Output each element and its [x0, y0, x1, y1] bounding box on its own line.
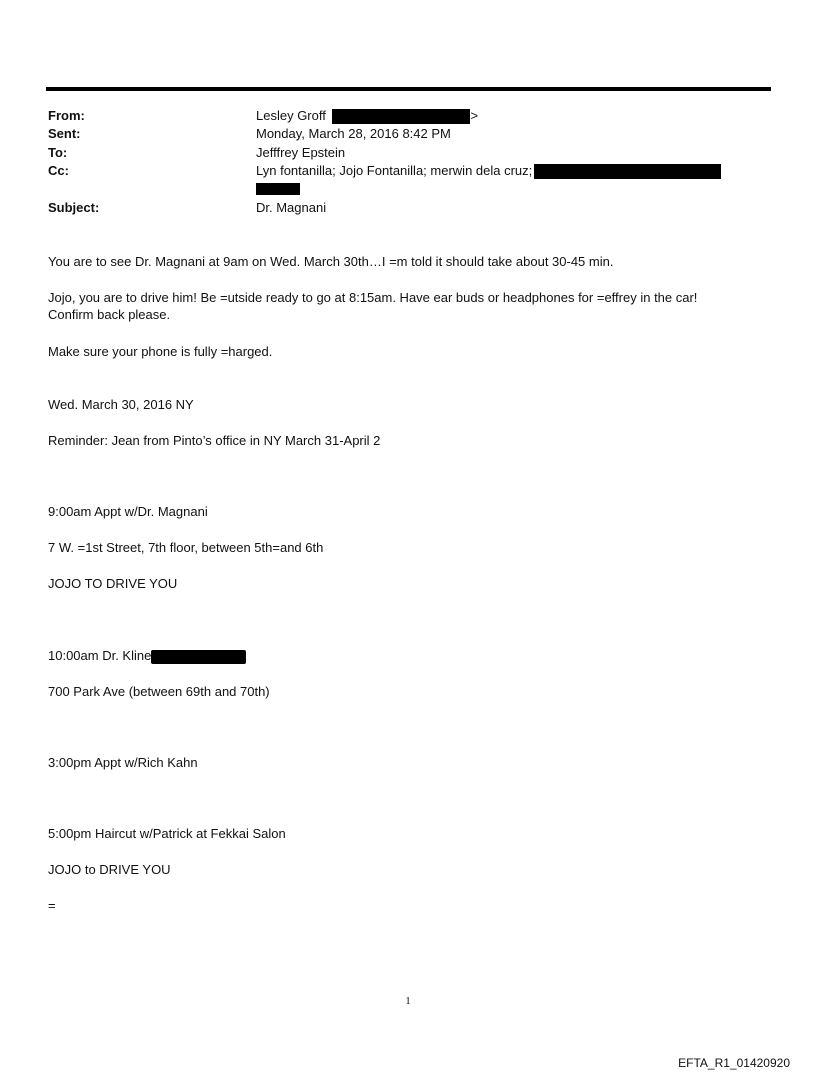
header-rule: [46, 87, 771, 91]
body-paragraph: Make sure your phone is fully =harged.: [48, 344, 273, 359]
appointment-note: JOJO TO DRIVE YOU: [48, 576, 178, 591]
to-label: To:: [48, 145, 68, 160]
schedule-date: Wed. March 30, 2016 NY: [48, 397, 194, 412]
body-paragraph: You are to see Dr. Magnani at 9am on Wed. March 30th…I =m told it should take about 30-45 min.: [48, 254, 614, 269]
appointment-item: [48, 647, 246, 664]
appointment-text: 10:00am Dr. Kline: [48, 648, 152, 663]
body-paragraph: Jojo, you are to drive him! Be =utside ready to go at 8:15am. Have ear buds or headphones for =effrey in the car!: [48, 290, 698, 305]
appointment-address: 700 Park Ave (between 69th and 70th): [48, 684, 270, 699]
from-suffix: >: [470, 108, 479, 123]
from-value: [256, 107, 478, 125]
appointment-item: 9:00am Appt w/Dr. Magnani: [48, 504, 208, 519]
appointment-note: JOJO to DRIVE YOU: [48, 862, 171, 877]
subject-label: Subject:: [48, 200, 100, 215]
body-paragraph: Confirm back please.: [48, 307, 171, 322]
appointment-address: 7 W. =1st Street, 7th floor, between 5th=and 6th: [48, 540, 324, 555]
redaction-block: [151, 650, 246, 664]
appointment-item: 3:00pm Appt w/Rich Kahn: [48, 755, 198, 770]
page-number: 1: [405, 995, 411, 1007]
subject-value: Dr. Magnani: [256, 200, 327, 215]
sent-label: Sent:: [48, 126, 81, 141]
to-value: Jefffrey Epstein: [256, 145, 346, 160]
cc-value: [256, 162, 721, 180]
from-label: From:: [48, 108, 85, 123]
schedule-reminder: Reminder: Jean from Pinto’s office in NY March 31-April 2: [48, 433, 381, 448]
redaction-block: [534, 164, 721, 179]
bates-number: EFTA_R1_01420920: [678, 1056, 790, 1070]
trailing-character: =: [48, 898, 56, 913]
cc-recipients: Lyn fontanilla; Jojo Fontanilla; merwin dela cruz;: [256, 163, 533, 178]
appointment-item: 5:00pm Haircut w/Patrick at Fekkai Salon: [48, 826, 286, 841]
redaction-block: [332, 109, 470, 124]
cc-label: Cc:: [48, 163, 69, 178]
sent-value: Monday, March 28, 2016 8:42 PM: [256, 126, 451, 141]
sender-name: Lesley Groff: [256, 108, 326, 123]
redaction-block: [256, 183, 300, 195]
